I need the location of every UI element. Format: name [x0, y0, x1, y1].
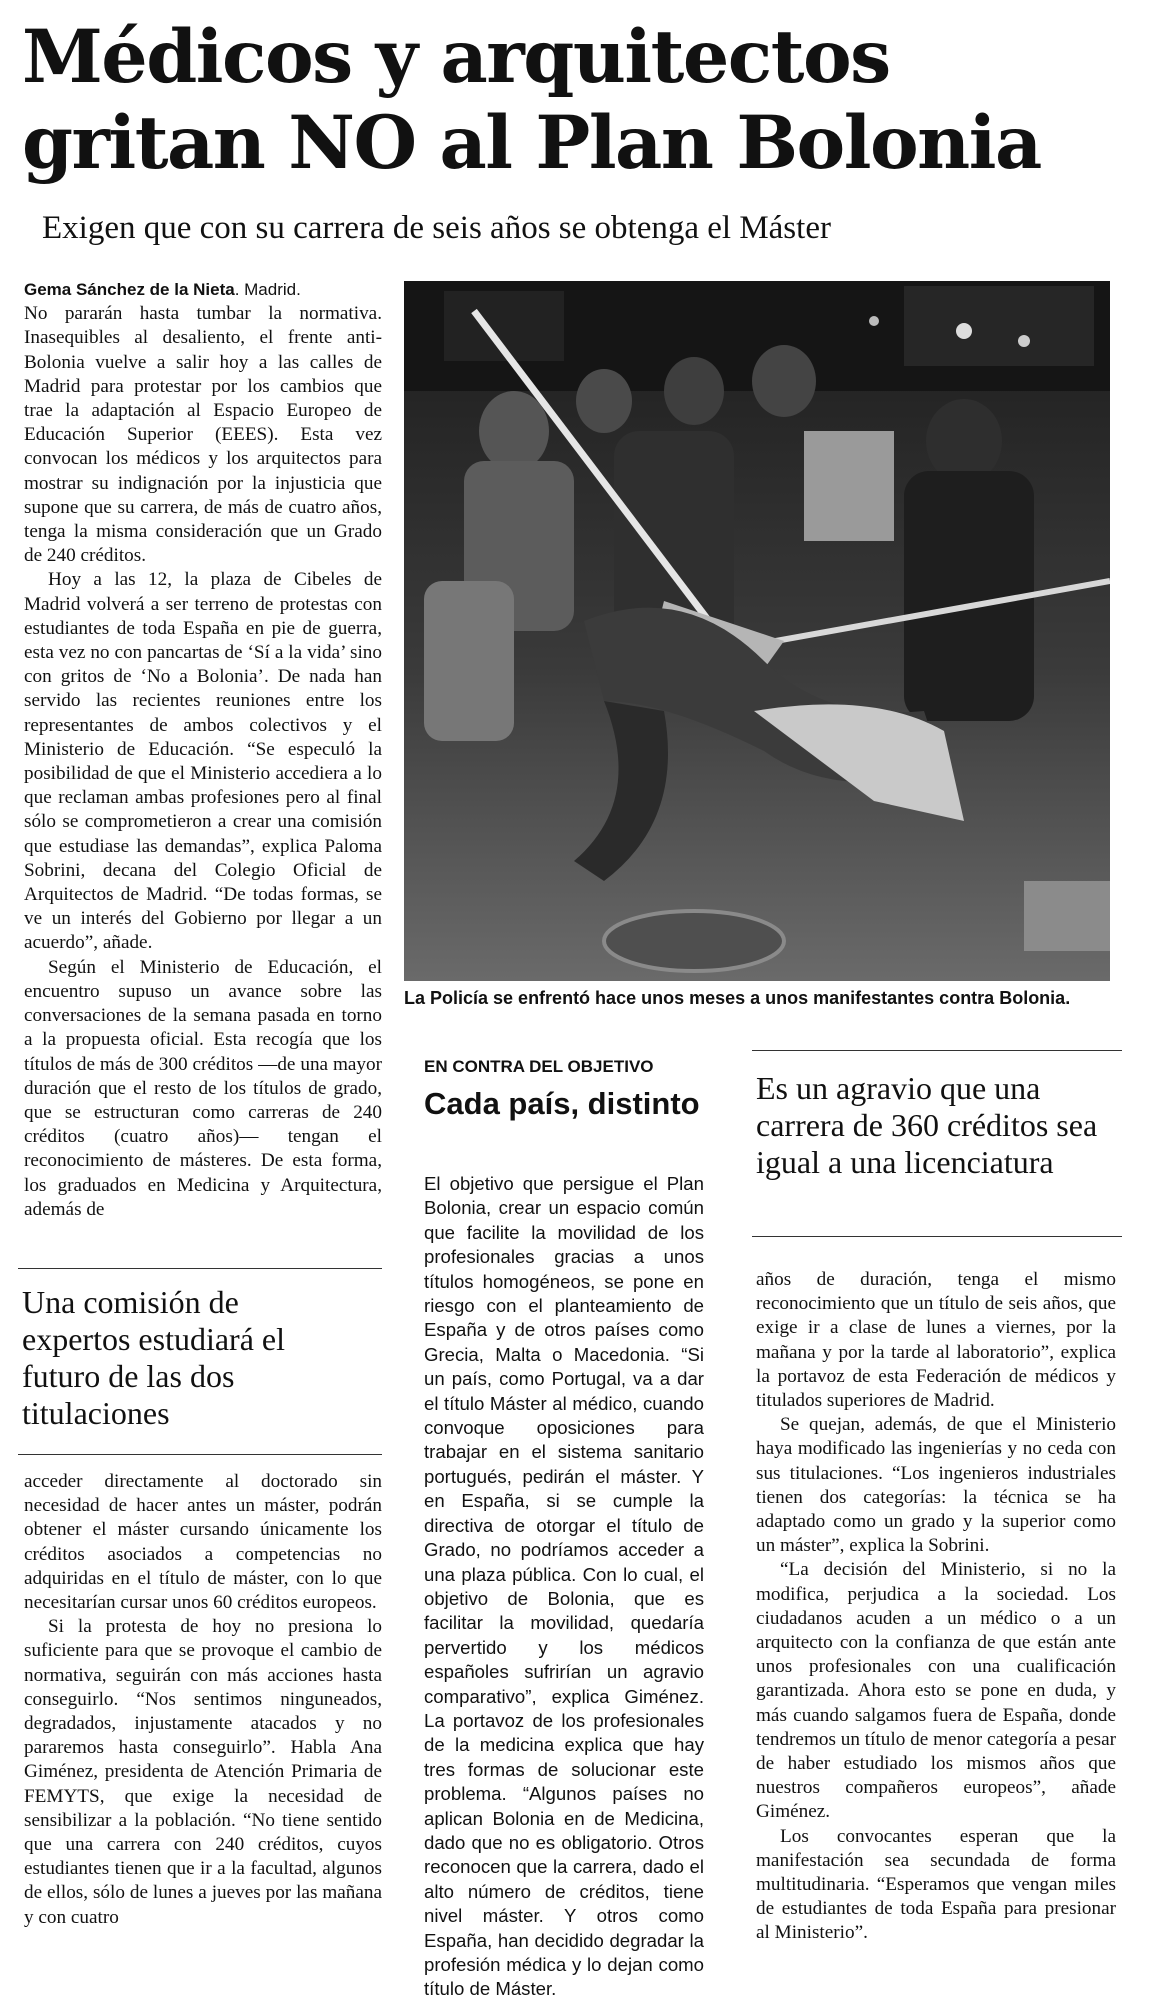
paragraph: Los convocantes esperan que la manifestación sea secundada de forma multitudinaria. “Esperamos que vengan miles de estudiantes de toda España para presionar al Ministerio”.	[756, 1825, 1116, 1944]
paragraph: Si la protesta de hoy no presiona lo suficiente para que se provoque el cambio de normativa, seguirán con más acciones hasta conseguirlo. “Nos sentimos ninguneados, degradados, injustamente atacados y no pararemos hasta conseguirlo”. Habla Ana Giménez, presidenta de Atención Primaria de FEMYTS, que exige la necesidad de sensibilizar a la población. “No tiene sentido que una carrera con 240 créditos, cuyos estudiantes tienen que ir a la facultad, algunos de ellos, sólo de lunes a jueves por las mañana y con cuatro	[24, 1616, 382, 1928]
protest-photo-graphic	[404, 281, 1110, 981]
protest-photo	[404, 281, 1110, 981]
paragraph: El objetivo que persigue el Plan Bolonia, crear un espacio común que facilite la movilidad de los profesionales gracias a unos títulos homogéneos, se pone en riesgo con el planteamiento de España y de otros países como Grecia, Malta o Macedonia. “Si un país, como Portugal, va a dar el título Máster al médico, cuando convoque oposiciones para trabajar en el sistema sanitario portugués, pedirán el máster. Y en España, si se cumple la directiva de otorgar el título de Grado, no podríamos acceder a una plaza pública. Con lo cual, el objetivo de Bolonia, que es facilitar la movilidad, quedaría pervertido y los médicos españoles sufrirían un agravio comparativo”, explica Giménez. La portavoz de los profesionales de la medicina explica que hay tres formas de solucionar este problema. “Algunos países no aplican Bolonia en de Medicina, dado que no es obligatorio. Otros reconocen que la carrera, dado el alto número de créditos, tiene nivel máster. Y otros como España, han decidido degradar la profesión médica y lo dejan como título de Máster.	[424, 1173, 704, 2000]
paragraph: No pararán hasta tumbar la normativa. Inasequibles al desaliento, el frente anti-Bolonia vuelve a salir hoy a las calles de Madrid para protestar por los cambios que trae la adaptación al Espacio Europeo de Educación Superior (EEES). Esta vez convocan los médicos y los arquitectos para mostrar su indignación por la injusticia que supone que su carrera, de más de cuatro años, tenga la misma consideración que un Grado de 240 créditos.	[24, 303, 382, 567]
pull-quote-right-rule-top	[752, 1050, 1122, 1051]
column-right	[756, 1268, 1116, 1946]
paragraph: Se quejan, además, de que el Ministerio haya modificado las ingenierías y no ceda con sus titulaciones. “Los ingenieros industriales tienen dos categorías: la técnica se ha adaptado como un grado y la superior como un máster”, explica la Sobrini.	[756, 1414, 1116, 1557]
pull-quote-left: Una comisión de expertos estudiará el futuro de las dos titulaciones	[22, 1284, 285, 1431]
sidebar-kicker: EN CONTRA DEL OBJETIVO	[424, 1057, 654, 1076]
column-left-top	[24, 278, 382, 1222]
sidebar-title: Cada país, distinto	[424, 1086, 700, 1121]
author-name: Gema Sánchez de la Nieta	[24, 280, 235, 299]
column-left-bottom	[24, 1470, 382, 1930]
headline: Médicos y arquitectos gritan NO al Plan Bolonia	[22, 14, 1041, 186]
paragraph: “La decisión del Ministerio, si no la modifica, perjudica a la sociedad. Los ciudadanos acuden a un médico o a un arquitecto con la confianza de que están ante unos profesionales con una cualificación garantizada. Ahora esto se pone en duda, y más cuando salgamos fuera de España, donde tendremos un título de menor categoría a pesar de haber estudiado los mismos años que nuestros compañeros europeos”, añade Giménez.	[756, 1559, 1116, 1823]
subheadline: Exigen que con su carrera de seis años se obtenga el Máster	[42, 210, 831, 246]
paragraph: acceder directamente al doctorado sin necesidad de hacer antes un máster, podrán obtener el máster cursando únicamente los créditos asociados a competencias no adquiridas en el título de máster, con lo que necesitarían cursar unos 60 créditos europeos.	[24, 1471, 382, 1614]
paragraph: años de duración, tenga el mismo reconocimiento que un título de seis años, que exige ir a clase de lunes a viernes, por la mañana y por la tarde al laboratorio”, explica la portavoz de esta Federación de médicos y titulados superiores de Madrid.	[756, 1269, 1116, 1412]
photo-caption: La Policía se enfrentó hace unos meses a unos manifestantes contra Bolonia.	[404, 988, 1071, 1008]
pull-quote-rule-top	[18, 1268, 382, 1269]
pull-quote-right: Es un agravio que una carrera de 360 créditos sea igual a una licenciatura	[756, 1070, 1098, 1180]
byline	[24, 278, 382, 302]
pull-quote-right-rule-bottom	[752, 1236, 1122, 1237]
city: . Madrid.	[234, 280, 301, 299]
paragraph: Según el Ministerio de Educación, el encuentro supuso un avance sobre las conversaciones de la semana pasada en torno a la propuesta oficial. Esta recogía que los títulos de más de 300 créditos —de una mayor duración que el resto de los títulos de grado, que se estructuran como carreras de 240 créditos (cuatro años)— tengan el reconocimiento de másteres. De esta forma, los graduados en Medicina y Arquitectura, además de	[24, 956, 382, 1220]
sidebar-body	[424, 1172, 704, 2002]
pull-quote-rule-bottom	[18, 1454, 382, 1455]
paragraph: Hoy a las 12, la plaza de Cibeles de Madrid volverá a ser terreno de protestas con estudiantes de toda España en pie de guerra, esta vez no con pancartas de ‘Sí a la vida’ sino con gritos de ‘No a Bolonia’. De nada han servido las recientes reuniones entre los representantes de ambos colectivos y el Ministerio de Educación. “Se especuló la posibilidad de que el Ministerio accediera a lo que reclaman ambas profesiones pero al final sólo se comprometieron a crear una comisión que estudiase las demandas”, explica Paloma Sobrini, decana del Colegio Oficial de Arquitectos de Madrid. “De todas formas, se ve un interés del Gobierno por llegar a un acuerdo”, añade.	[24, 569, 382, 954]
